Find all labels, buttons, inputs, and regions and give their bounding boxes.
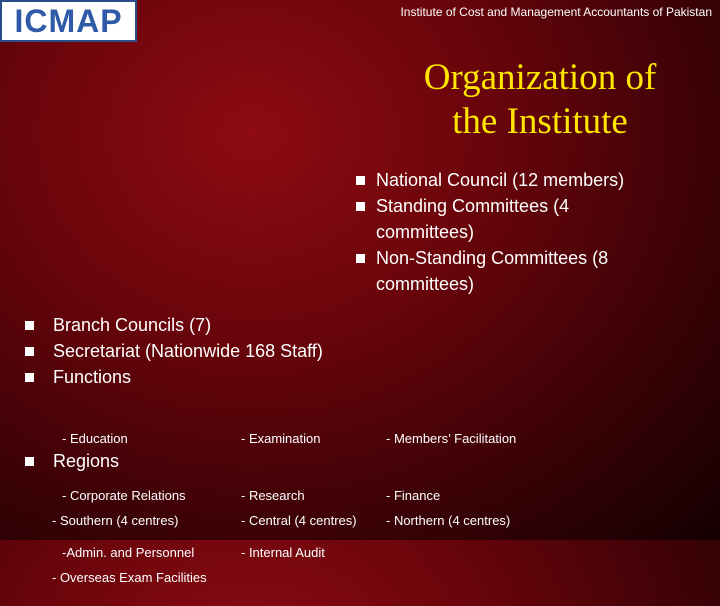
function-item: - Research [241, 488, 305, 503]
square-bullet-icon [356, 254, 365, 263]
bullet-text: Regions [53, 451, 120, 471]
square-bullet-icon [356, 176, 365, 185]
region-item: - Northern (4 centres) [386, 513, 511, 528]
bullet-item [25, 338, 705, 364]
bullet-text: Branch Councils (7) [53, 315, 212, 335]
bullet-text-continued: committees) [376, 274, 475, 294]
region-item: - Southern (4 centres) [52, 513, 179, 528]
square-bullet-icon [25, 347, 34, 356]
bullet-text: National Council (12 members) [376, 170, 625, 190]
bullet-item [356, 245, 701, 297]
square-bullet-icon [25, 457, 34, 466]
title-line-1: Organization of [423, 57, 657, 98]
function-item: - Members’ Facilitation [386, 431, 517, 446]
bullet-text: Secretariat (Nationwide 168 Staff) [53, 341, 323, 361]
logo-text: ICMAP [14, 2, 123, 39]
slide-title [380, 56, 700, 144]
bullet-item [25, 364, 705, 390]
square-bullet-icon [25, 373, 34, 382]
bullet-item [356, 193, 701, 245]
region-item: - Central (4 centres) [241, 513, 357, 528]
title-line-2: the Institute [452, 101, 628, 142]
bullet-item [25, 312, 705, 338]
function-item: - Finance [386, 488, 441, 503]
bullet-text: Functions [53, 367, 132, 387]
icmap-logo [0, 0, 137, 42]
council-bullet-list [356, 167, 701, 297]
regions-bullet-list [25, 448, 705, 474]
organization-name: Institute of Cost and Management Accountants of Pakistan [400, 5, 712, 19]
bullet-item [25, 448, 705, 474]
function-item: -Admin. and Personnel [62, 545, 195, 560]
function-item: - Corporate Relations [62, 488, 186, 503]
function-item: - Education [62, 431, 128, 446]
function-item: - Examination [241, 431, 321, 446]
square-bullet-icon [356, 202, 365, 211]
regions-column-3 [386, 473, 510, 549]
bullet-text: Non-Standing Committees (8 [376, 248, 609, 268]
bullet-text: Standing Committees (4 [376, 196, 570, 216]
bullet-item [356, 167, 701, 193]
square-bullet-icon [25, 321, 34, 330]
bullet-text-continued: committees) [376, 222, 475, 242]
region-item: - Overseas Exam Facilities [52, 570, 207, 585]
regions-column-2 [241, 473, 357, 549]
structure-bullet-list [25, 312, 705, 390]
function-item: - Internal Audit [241, 545, 325, 560]
